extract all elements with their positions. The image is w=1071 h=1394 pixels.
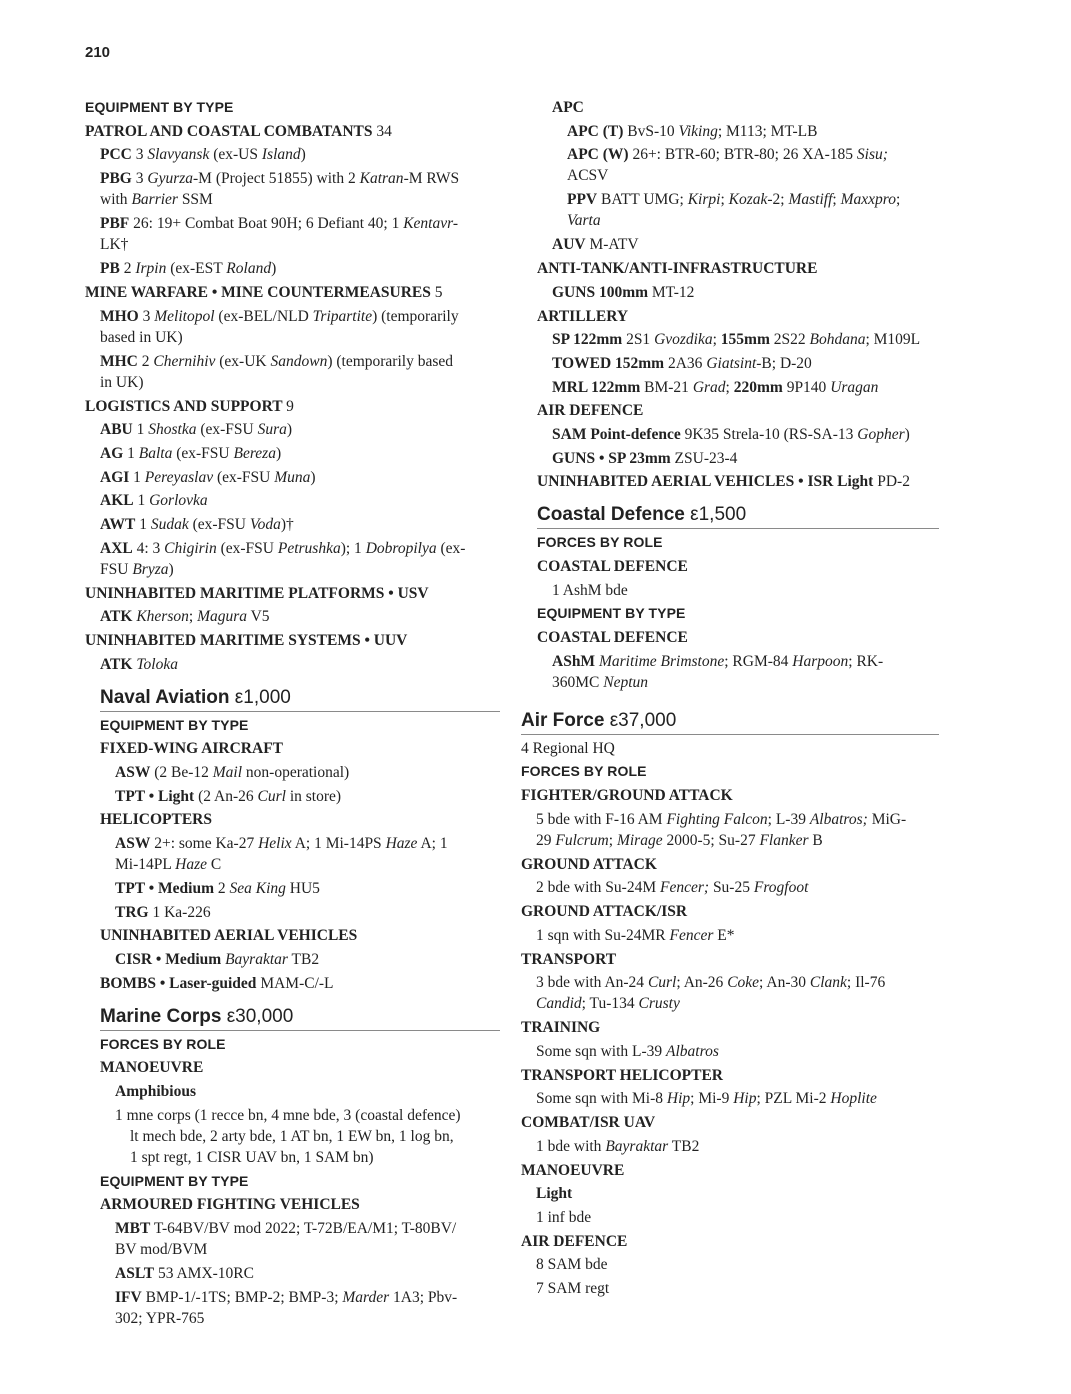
category-heading: HELICOPTERS xyxy=(100,811,212,829)
category-heading: UNINHABITED MARITIME PLATFORMS • USV xyxy=(85,584,429,602)
category-heading: MINE WARFARE • MINE COUNTERMEASURES 5 xyxy=(85,283,443,301)
category-heading: COASTAL DEFENCE xyxy=(537,628,688,646)
section-heading-coastal-defence: Coastal Defence ε1,500 xyxy=(537,503,939,529)
entry-tpt-medium: TPT • Medium 2 Sea King HU5 xyxy=(115,880,320,898)
section-heading-naval-aviation: Naval Aviation ε1,000 xyxy=(100,686,500,712)
section-heading-marine-corps: Marine Corps ε30,000 xyxy=(100,1005,500,1031)
category-heading: ARTILLERY xyxy=(537,307,629,325)
entry-sam-bde: 8 SAM bde xyxy=(536,1256,608,1274)
category-heading: COMBAT/ISR UAV xyxy=(521,1114,656,1132)
entry-mrl: MRL 122mm BM-21 Grad; 220mm 9P140 Uragan xyxy=(552,378,879,396)
category-heading: AIR DEFENCE xyxy=(521,1232,628,1250)
category-heading: PATROL AND COASTAL COMBATANTS 34 xyxy=(85,122,392,140)
entry-mho: MHO 3 Melitopol (ex-BEL/NLD Tripartite) (temporarily based in UK) xyxy=(100,307,459,346)
entry-auv: AUV M-ATV xyxy=(552,236,639,254)
category-heading: AIR DEFENCE xyxy=(537,402,644,420)
section-label: EQUIPMENT BY TYPE xyxy=(537,605,686,622)
section-label: EQUIPMENT BY TYPE xyxy=(85,99,234,115)
category-heading: COASTAL DEFENCE xyxy=(537,557,688,575)
entry-pcc: PCC 3 Slavyansk (ex-US Island) xyxy=(100,146,306,164)
subcategory-heading: Amphibious xyxy=(115,1082,196,1100)
entry-apc-t: APC (T) BvS-10 Viking; M113; MT-LB xyxy=(567,122,818,140)
entry-sam: SAM Point-defence 9K35 Strela-10 (RS-SA-13 Gopher) xyxy=(552,426,910,444)
page-number: 210 xyxy=(85,44,111,61)
entry-ashm: AShM Maritime Brimstone; RGM-84 Harpoon; RK- 360MC Neptun xyxy=(552,652,884,691)
entry-combat-isr-uav: 1 bde with Bayraktar TB2 xyxy=(536,1137,700,1155)
category-heading: FIGHTER/GROUND ATTACK xyxy=(521,787,733,805)
category-heading: MANOEUVRE xyxy=(521,1161,625,1179)
entry-training: Some sqn with L-39 Albatros xyxy=(536,1042,719,1060)
category-heading: TRANSPORT xyxy=(521,950,617,968)
entry-axl: AXL 4: 3 Chigirin (ex-FSU Petrushka); 1 Dobropilya (ex- FSU Bryza) xyxy=(100,539,466,578)
entry-ga: 2 bde with Su-24M Fencer; Su-25 Frogfoot xyxy=(536,879,809,897)
entry-aslt: ASLT 53 AMX-10RC xyxy=(115,1265,254,1283)
section-label: FORCES BY ROLE xyxy=(537,534,663,551)
entry-cisr: CISR • Medium Bayraktar TB2 xyxy=(115,951,320,969)
category-heading: APC xyxy=(552,99,584,116)
right-column xyxy=(521,96,939,1301)
entry-awt: AWT 1 Sudak (ex-FSU Voda)† xyxy=(100,516,294,534)
category-heading: UNINHABITED AERIAL VEHICLES xyxy=(100,927,358,945)
entry-apc-w: APC (W) 26+: BTR-60; BTR-80; 26 XA-185 Sisu; ACSV xyxy=(567,146,888,185)
category-heading: TRAINING xyxy=(521,1019,601,1037)
category-heading: ARMOURED FIGHTING VEHICLES xyxy=(100,1196,360,1214)
entry-asw: ASW (2 Be-12 Mail non-operational) xyxy=(115,763,350,781)
entry-agi: AGI 1 Pereyaslav (ex-FSU Muna) xyxy=(100,468,316,486)
section-label: EQUIPMENT BY TYPE xyxy=(100,1172,249,1189)
entry-ag: AG 1 Balta (ex-FSU Bereza) xyxy=(100,444,282,462)
category-heading: UNINHABITED MARITIME SYSTEMS • UUV xyxy=(85,632,408,650)
category-heading: FIXED-WING AIRCRAFT xyxy=(100,740,283,758)
entry-bombs: BOMBS • Laser-guided MAM-C/-L xyxy=(100,974,334,992)
category-heading: LOGISTICS AND SUPPORT 9 xyxy=(85,397,294,415)
entry-ga-isr: 1 sqn with Su-24MR Fencer E* xyxy=(536,926,735,944)
entry-transport: 3 bde with An-24 Curl; An-26 Coke; An-30 Clank; Il-76 Candid; Tu-134 Crusty xyxy=(536,974,886,1013)
entry-mne-corps: 1 mne corps (1 recce bn, 4 mne bde, 3 (coastal defence) lt mech bde, 2 arty bde, 1 AT bn, 1 EW bn, 1 log bn, 1 spt regt, 1 CISR UAV bn, 1 SAM bn) xyxy=(115,1106,461,1166)
entry-asw-heli: ASW 2+: some Ka-27 Helix A; 1 Mi-14PS Haze A; 1 Mi-14PL Haze C xyxy=(115,835,448,874)
entry-pbf: PBF 26: 19+ Combat Boat 90H; 6 Defiant 40; 1 Kentavr- LK† xyxy=(100,215,459,254)
entry-towed: TOWED 152mm 2A36 Giatsint-B; D-20 xyxy=(552,354,812,372)
entry-abu: ABU 1 Shostka (ex-FSU Sura) xyxy=(100,421,293,439)
category-heading: GROUND ATTACK xyxy=(521,855,657,873)
subcategory-heading: Light xyxy=(536,1185,573,1203)
entry-sam-regt: 7 SAM regt xyxy=(536,1280,610,1298)
entry-guns-ad: GUNS • SP 23mm ZSU-23-4 xyxy=(552,449,738,467)
entry-atk-uuv: ATK Toloka xyxy=(100,655,178,673)
category-heading: TRANSPORT HELICOPTER xyxy=(521,1066,723,1084)
entry-regional-hq: 4 Regional HQ xyxy=(521,739,615,757)
left-column xyxy=(85,96,500,1331)
entry-mbt: MBT T-64BV/BV mod 2022; T-72B/EA/M1; T-80BV/ BV mod/BVM xyxy=(115,1220,457,1259)
section-label: EQUIPMENT BY TYPE xyxy=(100,716,249,733)
entry-atk-usv: ATK Kherson; Magura V5 xyxy=(100,608,270,626)
entry-tpt-light: TPT • Light (2 An-26 Curl in store) xyxy=(115,787,342,805)
entry-inf-bde: 1 inf bde xyxy=(536,1208,592,1226)
entry-trg: TRG 1 Ka-226 xyxy=(115,903,211,921)
entry-pb: PB 2 Irpin (ex-EST Roland) xyxy=(100,260,277,278)
entry-fga: 5 bde with F-16 AM Fighting Falcon; L-39 Albatros; MiG- 29 Fulcrum; Mirage 2000-5; Su-27 Flanker B xyxy=(536,810,907,849)
entry-ashm-bde: 1 AshM bde xyxy=(552,581,628,599)
entry-pbg: PBG 3 Gyurza-M (Project 51855) with 2 Katran-M RWS with Barrier SSM xyxy=(100,170,460,209)
category-heading: ANTI-TANK/ANTI-INFRASTRUCTURE xyxy=(537,260,818,278)
section-label: FORCES BY ROLE xyxy=(100,1035,226,1052)
entry-ppv: PPV BATT UMG; Kirpi; Kozak-2; Mastiff; Maxxpro; Varta xyxy=(567,191,901,230)
entry-uav-isr: UNINHABITED AERIAL VEHICLES • ISR Light PD-2 xyxy=(537,473,910,491)
section-heading-air-force: Air Force ε37,000 xyxy=(521,709,939,735)
entry-mhc: MHC 2 Chernihiv (ex-UK Sandown) (temporarily based in UK) xyxy=(100,352,454,391)
entry-guns-at: GUNS 100mm MT-12 xyxy=(552,283,695,301)
category-heading: GROUND ATTACK/ISR xyxy=(521,903,688,921)
entry-transport-heli: Some sqn with Mi-8 Hip; Mi-9 Hip; PZL Mi-2 Hoplite xyxy=(536,1090,877,1108)
section-label: FORCES BY ROLE xyxy=(521,763,647,780)
entry-akl: AKL 1 Gorlovka xyxy=(100,492,208,510)
entry-sp: SP 122mm 2S1 Gvozdika; 155mm 2S22 Bohdana; M109L xyxy=(552,331,921,349)
category-heading: MANOEUVRE xyxy=(100,1059,204,1077)
entry-ifv: IFV BMP-1/-1TS; BMP-2; BMP-3; Marder 1A3; Pbv- 302; YPR-765 xyxy=(115,1288,458,1327)
